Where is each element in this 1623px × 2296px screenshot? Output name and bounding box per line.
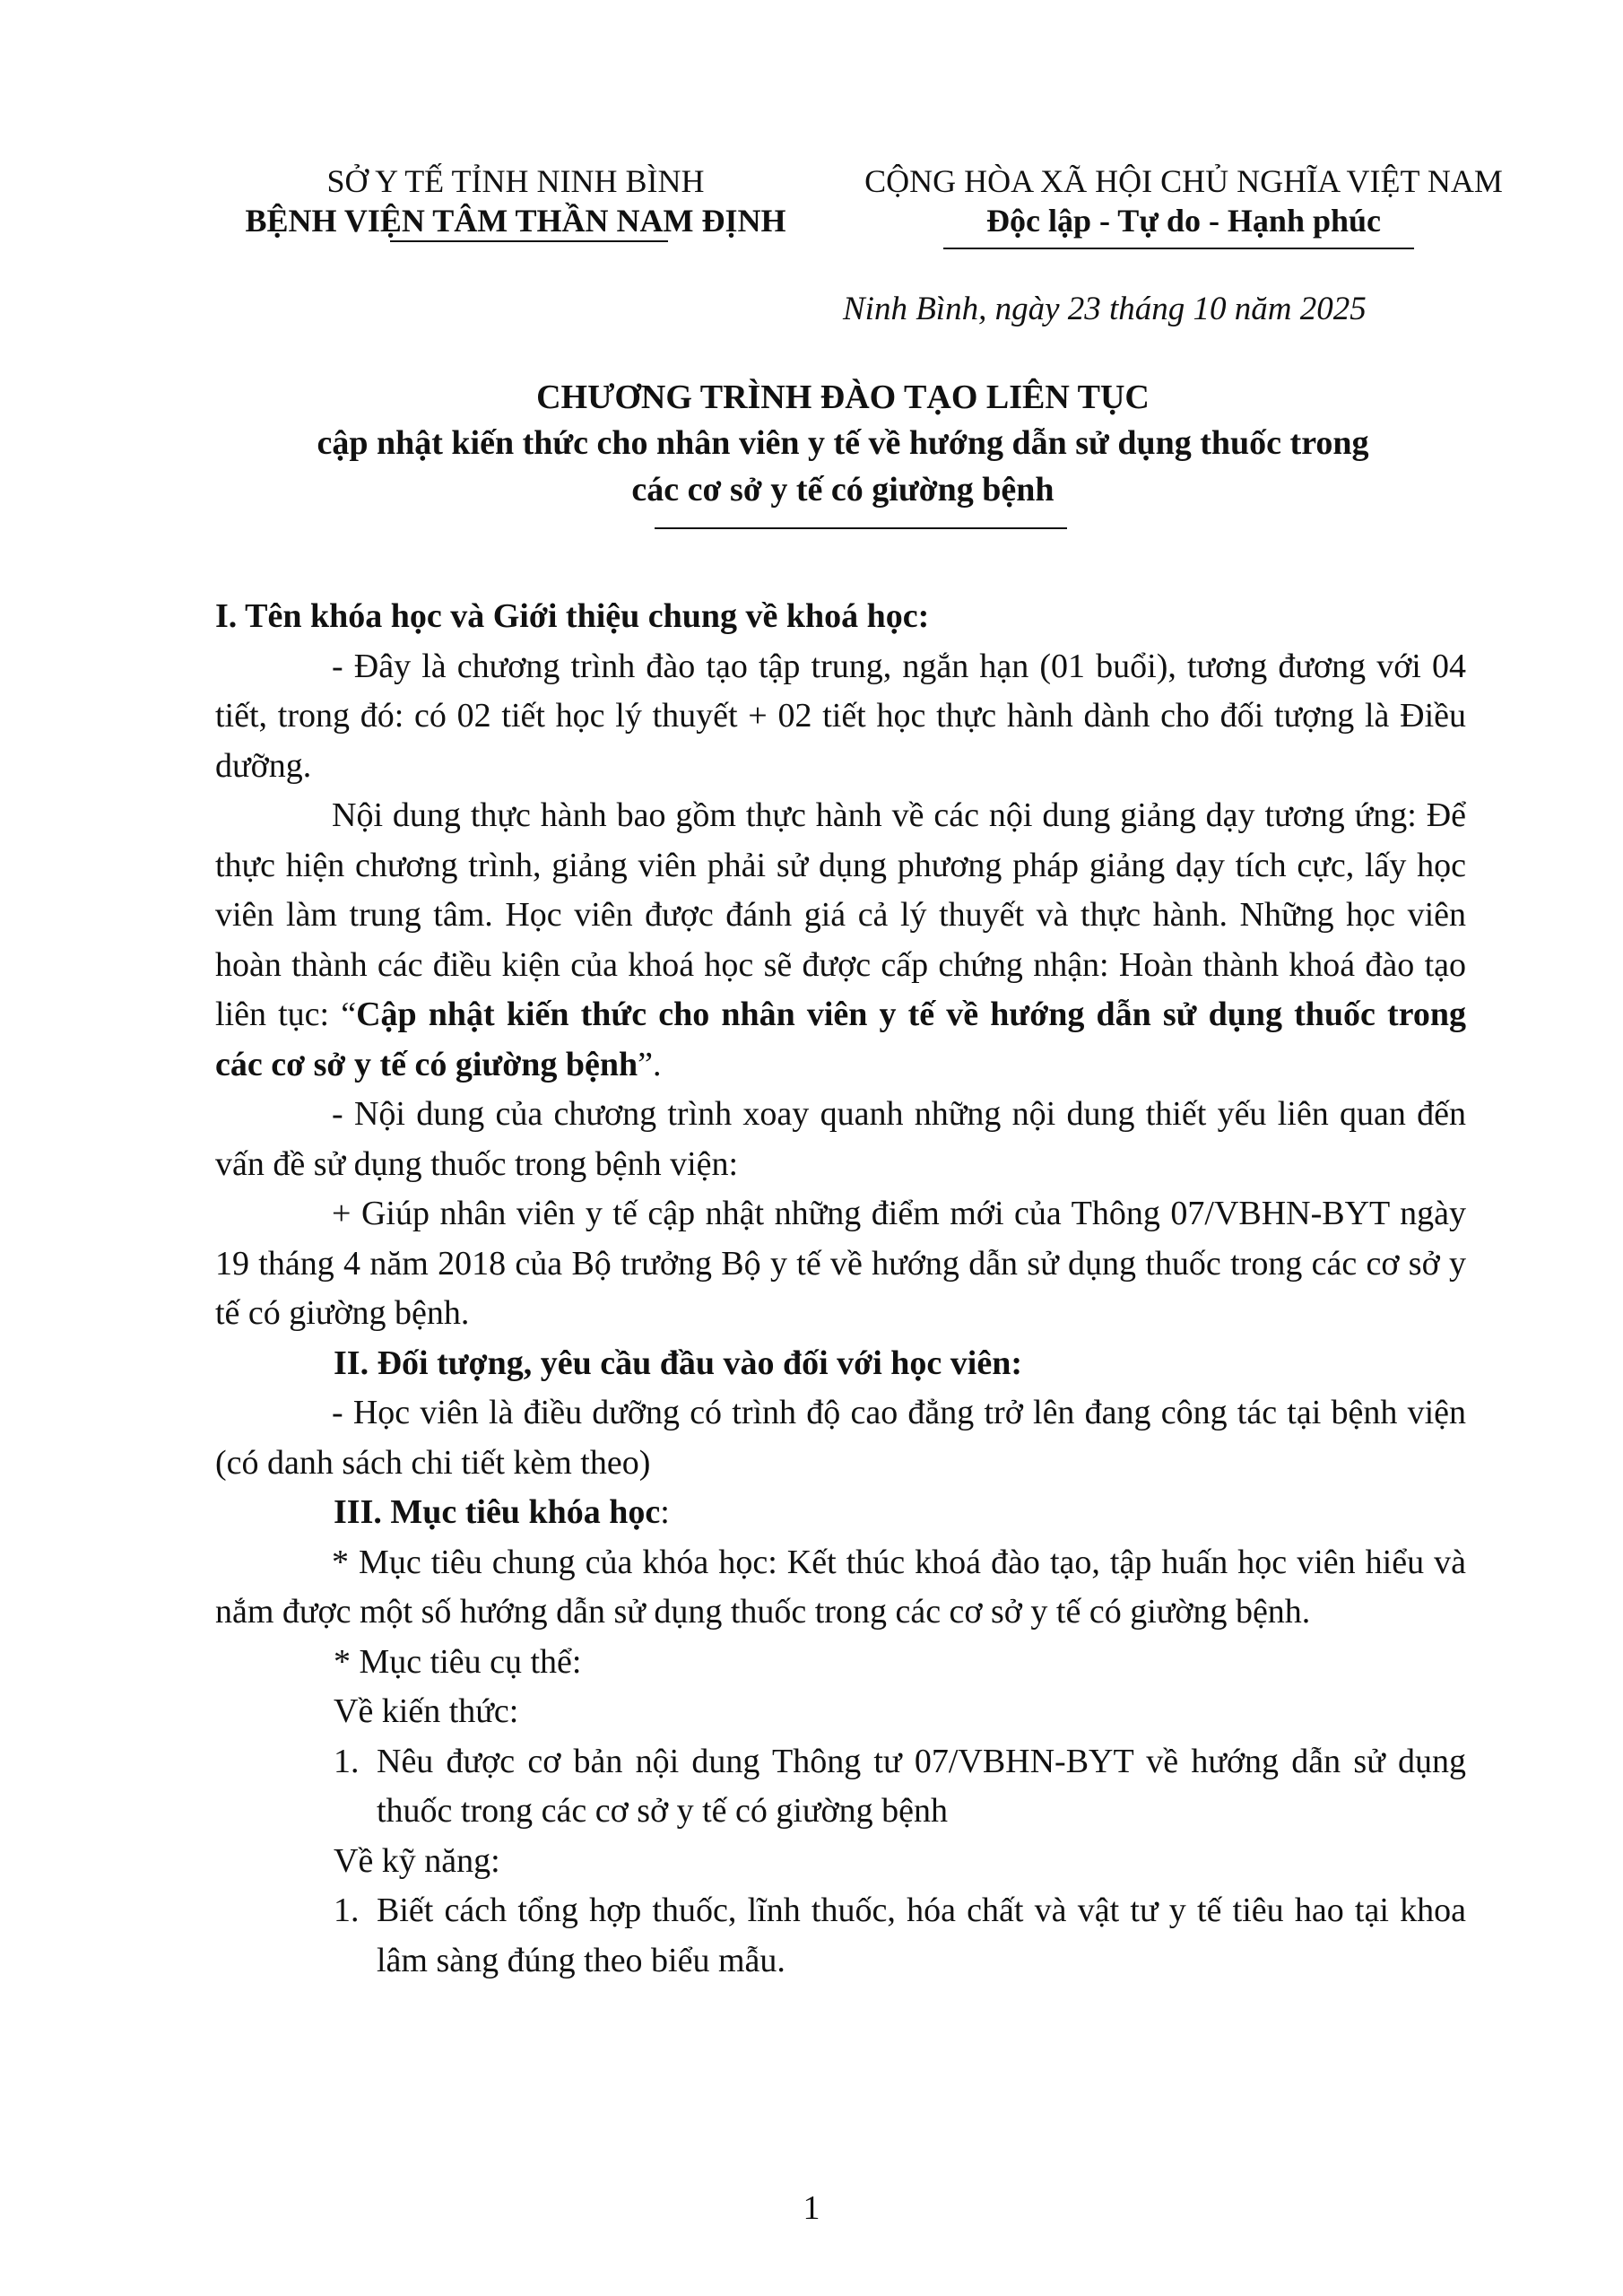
department-name: SỞ Y TẾ TỈNH NINH BÌNH bbox=[326, 163, 705, 199]
knowledge-item-text: Nêu được cơ bản nội dung Thông tư 07/VBHN-BYT về hướng dẫn sử dụng thuốc trong các cơ sở y tế có giường bệnh bbox=[377, 1742, 1466, 1830]
national-motto-block bbox=[838, 161, 1529, 240]
section-1-heading: I. Tên khóa học và Giới thiệu chung về khoá học: bbox=[215, 597, 930, 635]
title-underline bbox=[655, 527, 1067, 529]
section-3-paragraph-2: * Mục tiêu cụ thể: bbox=[334, 1642, 582, 1681]
skill-label: Về kỹ năng: bbox=[334, 1841, 500, 1880]
document-body bbox=[215, 592, 1466, 1986]
section-1-paragraph-3: - Nội dung của chương trình xoay quanh những nội dung thiết yếu liên quan đến vấn đề sử dụng thuốc trong bệnh viện: bbox=[215, 1095, 1466, 1183]
skill-item-number: 1. bbox=[334, 1892, 360, 1929]
section-3-heading: III. Mục tiêu khóa học bbox=[334, 1493, 661, 1531]
title-subtitle-line2: các cơ sở y tế có giường bệnh bbox=[631, 471, 1055, 509]
hospital-name: BỆNH VIỆN TÂM THẦN NAM ĐỊNH bbox=[245, 203, 786, 239]
section-2-heading: II. Đối tượng, yêu cầu đầu vào đối với học viên: bbox=[334, 1344, 1022, 1382]
knowledge-item-number: 1. bbox=[334, 1742, 360, 1780]
motto-underline bbox=[943, 248, 1414, 249]
section-2-paragraph-1: - Học viên là điều dưỡng có trình độ cao đẳng trở lên đang công tác tại bệnh viện (có danh sách chi tiết kèm theo) bbox=[215, 1394, 1466, 1482]
issuer-underline bbox=[390, 240, 668, 242]
national-motto: Độc lập - Tự do - Hạnh phúc bbox=[985, 203, 1382, 239]
section-1-paragraph-1: - Đây là chương trình đào tạo tập trung, ngắn hạn (01 buổi), tương đương với 04 tiết, trong đó: có 02 tiết học lý thuyết + 02 tiết học thực hành dành cho đối tượng là Điều dưỡng. bbox=[215, 647, 1466, 785]
paragraph-2-text: Nội dung thực hành bao gồm thực hành về các nội dung giảng dạy tương ứng: Để thực hiện chương trình, giảng viên phải sử dụng phương pháp giảng dạy tích cực, lấy học viên làm trung tâm. Học viên được đánh giá cả lý thuyết và thực hành. Những học viên hoàn thành các điều kiện của khoá học sẽ được cấp chứng nhận: Hoàn thành khoá đào tạo liên tục: “ bbox=[215, 796, 1466, 1033]
skill-item-text: Biết cách tổng hợp thuốc, lĩnh thuốc, hóa chất và vật tư y tế tiêu hao tại khoa lâm sàng đúng theo biểu mẫu. bbox=[377, 1892, 1466, 1979]
section-3-heading-line bbox=[215, 1488, 1466, 1538]
section-1-paragraph-4: + Giúp nhân viên y tế cập nhật những điểm mới của Thông 07/VBHN-BYT ngày 19 tháng 4 năm 2018 của Bộ trưởng Bộ y tế về hướng dẫn sử dụng thuốc trong các cơ sở y tế có giường bệnh. bbox=[215, 1195, 1466, 1332]
skill-item bbox=[215, 1886, 1466, 1986]
page-number: 1 bbox=[803, 2189, 820, 2227]
place-date: Ninh Bình, ngày 23 tháng 10 năm 2025 bbox=[843, 291, 1367, 327]
section-3-heading-colon: : bbox=[660, 1493, 670, 1531]
section-1-paragraph-2 bbox=[215, 791, 1466, 1090]
knowledge-item bbox=[215, 1737, 1466, 1837]
certificate-title: Cập nhật kiến thức cho nhân viên y tế về hướng dẫn sử dụng thuốc trong các cơ sở y tế có giường bệnh bbox=[215, 996, 1466, 1083]
document-title bbox=[215, 375, 1471, 513]
issuer-block bbox=[211, 161, 820, 240]
paragraph-2-tail: ”. bbox=[638, 1045, 662, 1083]
section-3-paragraph-1: * Mục tiêu chung của khóa học: Kết thúc khoá đào tạo, tập huấn học viên hiểu và nắm được một số hướng dẫn sử dụng thuốc trong các cơ sở y tế có giường bệnh. bbox=[215, 1543, 1466, 1631]
title-subtitle-line1: cập nhật kiến thức cho nhân viên y tế về hướng dẫn sử dụng thuốc trong bbox=[317, 424, 1369, 462]
country-name: CỘNG HÒA XÃ HỘI CHỦ NGHĨA VIỆT NAM bbox=[864, 163, 1503, 199]
title-main: CHƯƠNG TRÌNH ĐÀO TẠO LIÊN TỤC bbox=[536, 378, 1150, 416]
knowledge-label: Về kiến thức: bbox=[334, 1692, 519, 1730]
